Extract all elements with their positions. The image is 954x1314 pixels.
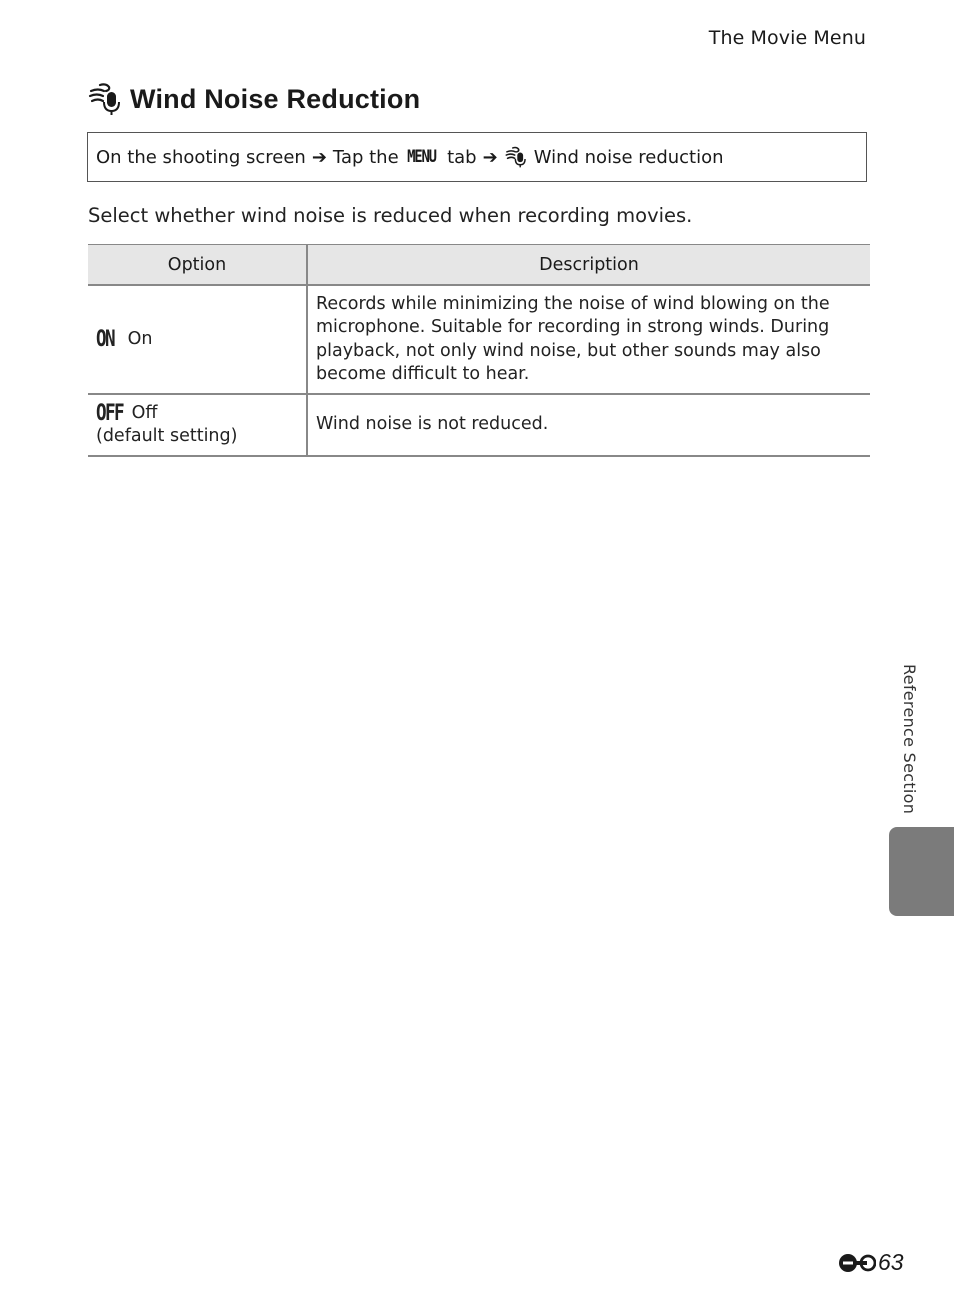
running-header: The Movie Menu	[708, 27, 866, 49]
column-header-description: Description	[307, 245, 870, 286]
sidebar-section-label: Reference Section	[900, 664, 919, 815]
table-row	[88, 394, 870, 456]
description-cell: Wind noise is not reduced.	[307, 394, 870, 456]
option-label: Off	[131, 402, 158, 423]
option-default-note: (default setting)	[96, 426, 238, 446]
wind-noise-icon	[504, 146, 528, 168]
section-tab	[889, 827, 954, 916]
arrow-right-icon: ➔	[311, 146, 327, 168]
option-cell	[88, 285, 307, 394]
reference-section-icon	[838, 1252, 876, 1274]
option-label: On	[127, 328, 153, 349]
nav-step-tab-suffix: tab	[447, 146, 477, 168]
page-number	[838, 1249, 904, 1276]
arrow-right-icon: ➔	[482, 146, 498, 168]
off-badge-icon: OFF	[96, 400, 123, 426]
menu-tab-icon: MENU	[407, 147, 437, 167]
table-header-row	[88, 245, 870, 286]
page-number-text: 63	[878, 1249, 904, 1275]
navigation-path	[87, 132, 867, 182]
option-cell	[88, 394, 307, 456]
section-title-text: Wind Noise Reduction	[130, 83, 421, 114]
nav-step-wind-noise-reduction: Wind noise reduction	[533, 146, 724, 168]
section-title	[88, 82, 420, 116]
intro-text: Select whether wind noise is reduced when recording movies.	[88, 204, 693, 227]
nav-step-shooting-screen: On the shooting screen	[96, 146, 306, 168]
description-cell: Records while minimizing the noise of wind blowing on the microphone. Suitable for recording in strong winds. During playback, not only wind noise, but other sounds may also become difficult to hear.	[307, 285, 870, 394]
table-row	[88, 285, 870, 394]
column-header-option: Option	[88, 245, 307, 286]
on-badge-icon: ON	[96, 326, 114, 352]
wind-noise-icon	[88, 82, 122, 116]
options-table	[88, 244, 870, 457]
nav-step-tap-prefix: Tap the	[332, 146, 399, 168]
